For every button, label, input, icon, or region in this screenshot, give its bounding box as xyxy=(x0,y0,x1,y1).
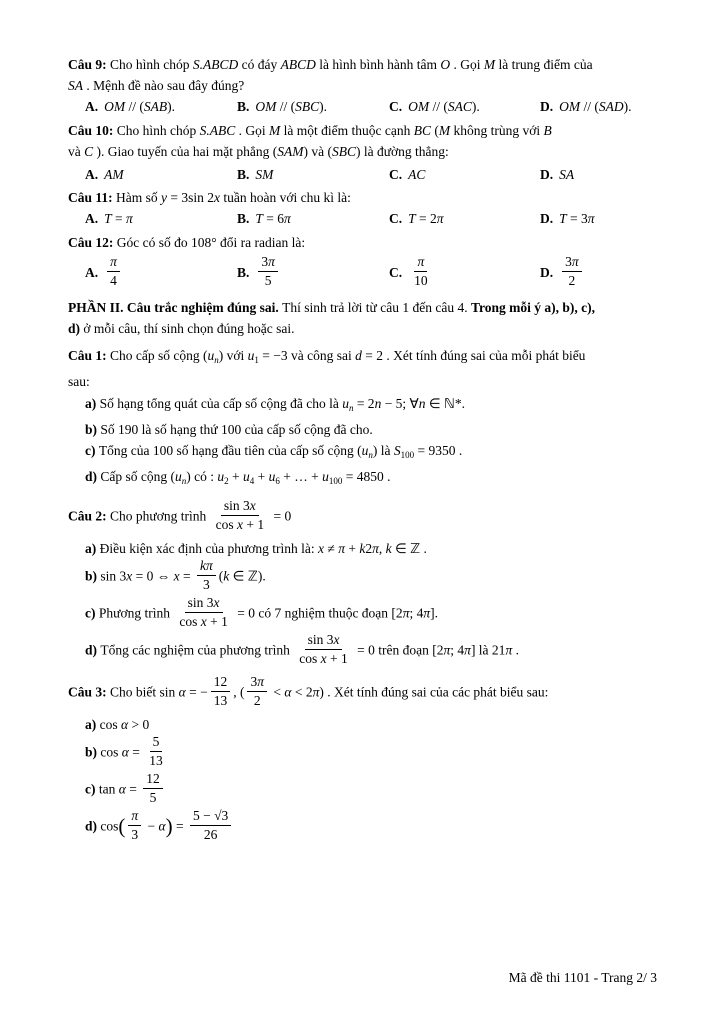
question-9-options-b: B. OM // (SBC). xyxy=(237,99,328,114)
question-11-options-c: C. T = 2π xyxy=(389,211,444,226)
question-11-options-b: B. T = 6π xyxy=(237,211,291,226)
question-10-options xyxy=(68,164,662,185)
question-11-options-a: A. T = π xyxy=(85,211,133,226)
question-10-line-2: và C ). Giao tuyến của hai mặt phẳng (SAM) và (SBC) là đường thẳng: xyxy=(68,144,449,159)
option-label: B. xyxy=(237,167,250,182)
fraction: $\frac{5}{13}$ xyxy=(149,734,163,768)
option-label: A. xyxy=(85,99,99,114)
question-12-options-d xyxy=(540,255,662,292)
question-1-item-b: b) Số 190 là số hạng thứ 100 của cấp số cộng đã cho. xyxy=(85,422,373,437)
question-9-line-2: SA . Mệnh đề nào sau đây đúng? xyxy=(68,78,245,93)
question-3-item-c: c) tan α = $\frac{12}{5}$ xyxy=(68,772,662,809)
option-label: B. xyxy=(237,264,250,280)
option-label: A. xyxy=(85,167,99,182)
fraction: $\frac{k\pi}{3}$ xyxy=(197,558,216,593)
option-label: C. xyxy=(389,99,403,114)
question-2-item-a: a) Điều kiện xác định của phương trình là: x ≠ π + k2π, k ∈ ℤ . xyxy=(85,541,427,556)
fraction: $\frac{\sin 3x}{\text{cos x + 1}}$ xyxy=(215,498,265,532)
question-12-line-1: Câu 12: Góc có số đo 108° đổi ra radian là: xyxy=(68,235,306,250)
question-2-item-d: d) Tổng các nghiệm của phương trình $\frac{\sin 3x}{\text{cos x + 1}}$ = 0 trên đoạn [2π; 4π] là 21π . xyxy=(85,632,519,666)
question-11-options-d: D. T = 3π xyxy=(540,211,595,226)
question-2-line-1: Câu 2: Cho phương trình $\frac{\sin 3x}{\text{cos x + 1}}$ = 0 xyxy=(68,498,292,532)
option-label: A. xyxy=(85,264,99,280)
question-1-item-d: d) Cấp số cộng $(u_n)$ có : $u_2 + u_4 + u_6$ + … + $u_{100} = 4850$ . xyxy=(85,469,391,486)
question-9-options xyxy=(68,96,662,117)
option-label: C. xyxy=(389,211,403,226)
question-12-options-a xyxy=(85,255,237,292)
option-label: D. xyxy=(540,167,554,182)
fraction: $\frac{5 - √3}{26}$ xyxy=(190,808,231,843)
question-12-options-c xyxy=(389,255,540,292)
fraction: $\frac{12}{5}$ xyxy=(143,771,163,806)
question-10-options-a: A. AM xyxy=(85,167,124,182)
question-2-item-b: b) sin 3x = 0 ⇔ x = $\frac{k\pi}{3}$ (k ∈ ℤ). xyxy=(85,558,266,592)
question-10-options-d: D. SA xyxy=(540,167,575,182)
question-1-line-2: sau: xyxy=(68,374,90,389)
option-label: B. xyxy=(237,211,250,226)
big-paren: ( xyxy=(118,813,126,838)
fraction: $\frac{\sin 3x}{\text{cos x + 1}}$ xyxy=(179,595,228,629)
question-9-options-a: A. OM // (SAB). xyxy=(85,99,175,114)
option-label: D. xyxy=(540,264,554,280)
question-9-line-1: Câu 9: Cho hình chóp S.ABCD có đáy ABCD là hình bình hành tâm O . Gọi M là trung điểm của xyxy=(68,57,593,72)
page-footer: Mã đề thi 1101 - Trang 2/ 3 xyxy=(508,970,657,985)
fraction: $\frac{\sin 3x}{\text{cos x + 1}}$ xyxy=(299,632,348,666)
fraction: $\frac{12}{13}$ xyxy=(211,674,231,709)
option-label: C. xyxy=(389,264,403,280)
option-label: D. xyxy=(540,99,554,114)
document-content xyxy=(68,54,662,846)
question-3-item-d: d) cos( $\frac{\pi}{3}$ − α) = $\frac{5 - √3}{26}$ xyxy=(68,809,662,846)
fraction: $\frac{\pi}{10}$ xyxy=(414,254,428,288)
question-10-line-1: Câu 10: Cho hình chóp S.ABC . Gọi M là một điểm thuộc cạnh BC (M không trùng với B xyxy=(68,123,552,138)
question-1-item-a: a) Số hạng tổng quát của cấp số cộng đã cho là $u_n = 2n - 5$; ∀n ∈ ℕ*. xyxy=(85,396,465,413)
question-10-options-b: B. SM xyxy=(237,167,274,182)
fraction: $\frac{\pi}{4}$ xyxy=(107,254,120,289)
question-3-item-a: a) cos α > 0 xyxy=(85,717,150,732)
option-label: C. xyxy=(389,167,403,182)
question-3-item-b: b) cos α = $\frac{5}{13}$ xyxy=(68,735,662,772)
option-label: D. xyxy=(540,211,554,226)
question-1-item-c: c) Tổng của 100 số hạng đầu tiên của cấp số cộng $(u_n)$ là $S_{100} = 9350$ . xyxy=(85,443,463,460)
question-11-line-1: Câu 11: Hàm số y = 3sin 2x tuần hoàn với chu kì là: xyxy=(68,190,351,205)
question-2-item-c: c) Phương trình $\frac{\sin 3x}{\text{cos x + 1}}$ = 0 có 7 nghiệm thuộc đoạn [2π; 4π]. xyxy=(85,595,438,629)
fraction: $\frac{\pi}{3}$ xyxy=(128,808,141,843)
part-2-heading-line-2: d) ở mỗi câu, thí sinh chọn đúng hoặc sai. xyxy=(68,321,295,336)
question-12-options-b xyxy=(237,255,389,292)
question-1-line-1: Câu 1: Cho cấp số cộng $(u_n)$ với $u_1 = -3$ và công sai d = 2 . Xét tính đúng sai của mỗi phát biểu xyxy=(68,348,586,365)
big-paren: ) xyxy=(165,813,173,838)
question-3-line-1: Câu 3: Cho biết sin α = − $\frac{12}{13}$ , ( $\frac{3\pi}{2}$ < α < 2π) . Xét tính đúng sai của các phát biểu sau: xyxy=(68,674,549,708)
option-label: A. xyxy=(85,211,99,226)
fraction: $\frac{3\pi}{2}$ xyxy=(562,254,582,289)
question-12-options xyxy=(68,255,662,292)
fraction: $\frac{3\pi}{2}$ xyxy=(247,674,267,709)
question-9-options-d: D. OM // (SAD). xyxy=(540,99,632,114)
question-10-options-c: C. AC xyxy=(389,167,426,182)
question-9-options-c: C. OM // (SAC). xyxy=(389,99,480,114)
part-2-heading-line-1: PHẦN II. Câu trắc nghiệm đúng sai. Thí sinh trả lời từ câu 1 đến câu 4. Trong mỗi ý a), b), c), xyxy=(68,300,595,315)
option-label: B. xyxy=(237,99,250,114)
question-11-options xyxy=(68,208,662,229)
fraction: $\frac{3\pi}{5}$ xyxy=(258,254,278,289)
